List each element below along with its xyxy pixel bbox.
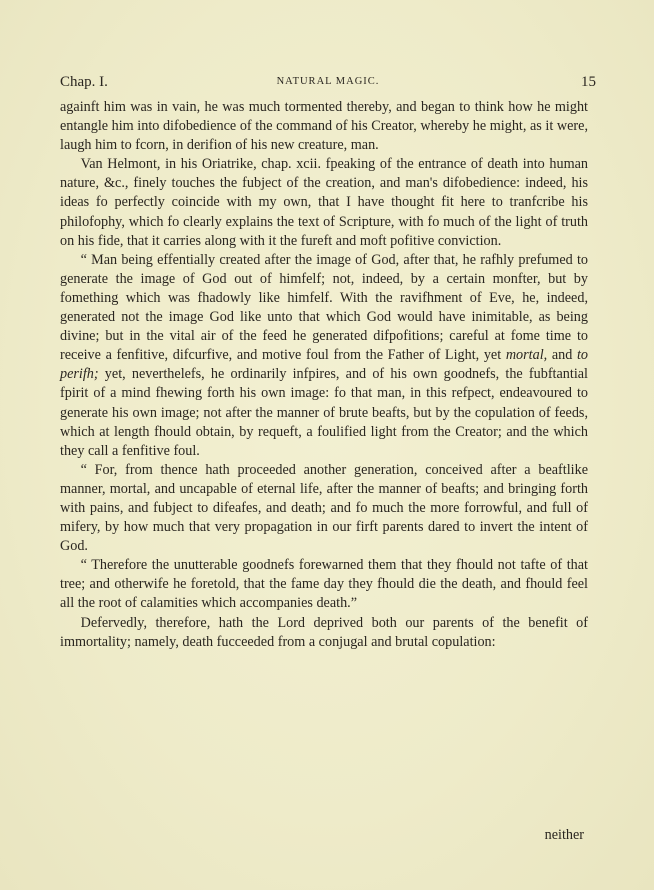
- chapter-label: Chap. I.: [60, 74, 108, 90]
- italic-text: mortal,: [505, 347, 548, 364]
- text-run: yet, neverthelefs, he ordinarily infpires, and of his own goodnefs, the fubftantial fpirit of a mind fhewing forth his own image: fo that man, in this refpect, endeavoured to generate his own image; not after the manner of brute beafts, but by the copulation of feeds, which at length fhould obtain, by requeft, a foulified light from the Creator; and the which they call a fenfitive foul.: [60, 366, 588, 459]
- body-text: [60, 98, 588, 652]
- text-run: and: [547, 347, 577, 364]
- running-title: NATURAL MAGIC.: [276, 76, 380, 87]
- page-number: 15: [581, 74, 596, 90]
- catchword: neither: [544, 827, 584, 843]
- text-run: “ Man being effentially created after the image of God, after that, he rafhly prefumed to generate the image of God out of himfelf; not, indeed, by a certain monfter, but by fomething which was fhadowly like himfelf. With the ravifhment of Eve, he, indeed, generated not the image God like unto that which God would have inimitable, as being divine; but in the vital air of the feed he generated difpofitions; careful at fome time to receive a fenfitive, difcurfive, and motive foul from the Father of Light, yet: [60, 251, 588, 364]
- text-run: Defervedly, therefore, hath the Lord deprived both our parents of the benefit of immortality; namely, death fucceeded from a conjugal and brutal copulation:: [60, 614, 588, 650]
- text-run: “ Therefore the unutterable goodnefs forewarned them that they fhould not tafte of that tree; and otherwife he foretold, that the fame day they fhould die the death, and fhould feel all the root of calamities which accompanies death.”: [60, 557, 588, 612]
- italic-text: to perifh;: [60, 347, 588, 383]
- paragraph: [60, 461, 588, 556]
- paragraph: [60, 614, 588, 652]
- paragraph: [60, 155, 588, 250]
- page-header: [60, 74, 596, 92]
- text-run: “ For, from thence hath proceeded another generation, conceived after a beaftlike manner, mortal, and uncapable of eternal life, after the manner of beafts; and bringing forth with pains, and fubject to difeafes, and death; and fo much the more forrowful, and full of mifery, by how much that very propagation in our firft parents dared to invert the intent of God.: [60, 461, 588, 555]
- paragraph: [60, 251, 588, 461]
- text-run: Van Helmont, in his Oriatrike, chap. xcii. fpeaking of the entrance of death into human nature, &c., finely touches the fubject of the creation, and man's difobedience: indeed, his ideas fo perfectly coincide with my own, that I have thought fit here to tranfcribe his philofophy, which fo clearly explains the text of Scripture, with fo much of the light of truth on his fide, that it carries along with it the fureft and moft pofitive conviction.: [60, 156, 588, 249]
- text-run: againft him was in vain, he was much tormented thereby, and began to think how he might entangle him into difobedience of the command of his Creator, whereby he might, as it were, laugh him to fcorn, in derifion of his new creature, man.: [60, 99, 588, 154]
- paragraph: [60, 556, 588, 613]
- paragraph: [60, 98, 588, 155]
